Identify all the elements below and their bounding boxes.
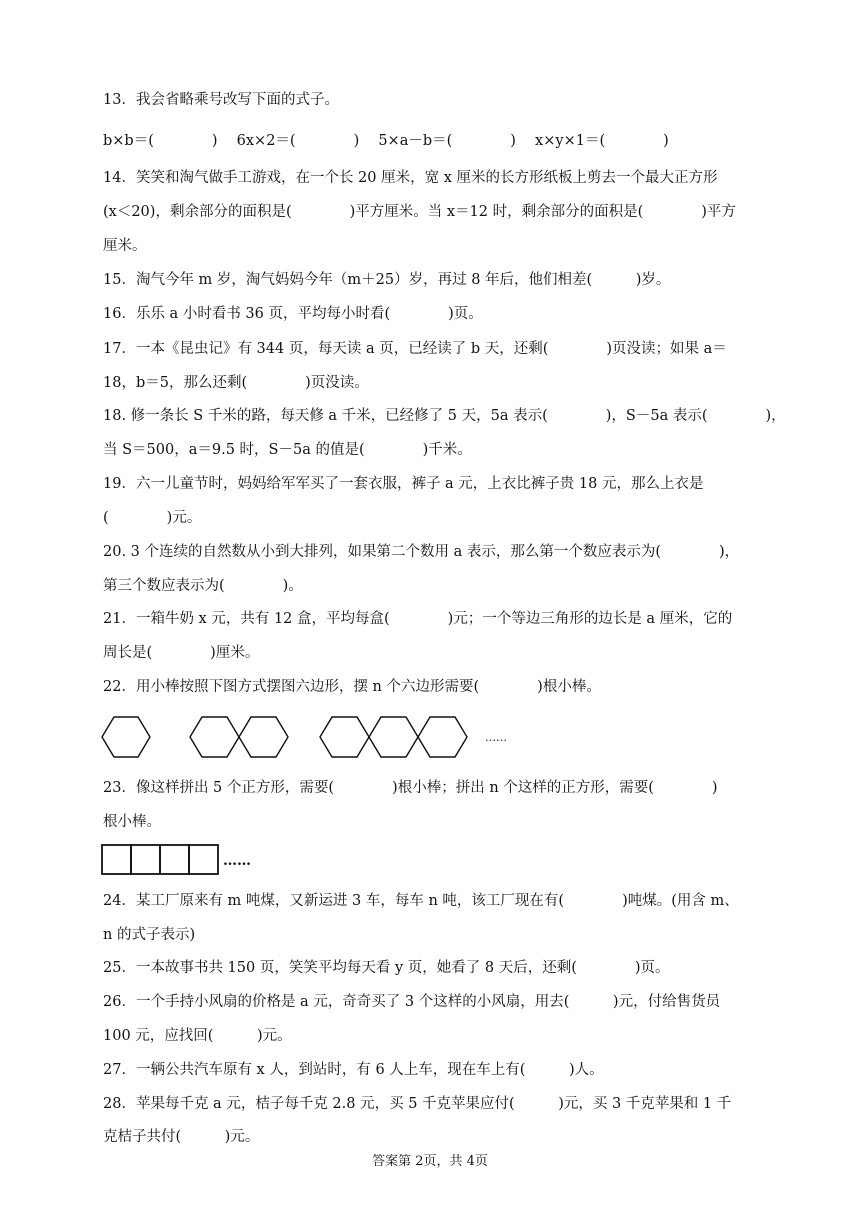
q23-line-1: 23．像这样拼出 5 个正方形，需要( )根小棒；拼出 n 个这样的正方形，需要( ) bbox=[103, 780, 718, 796]
q14-line-3: 厘米。 bbox=[103, 238, 147, 254]
squares-ellipsis: …… bbox=[223, 853, 251, 869]
q24-line-2: n 的式子表示) bbox=[103, 927, 196, 943]
hexagon-3c bbox=[418, 717, 467, 757]
hexagon-2b bbox=[239, 717, 288, 757]
square-3 bbox=[160, 845, 189, 874]
hexagon-3a bbox=[320, 717, 369, 757]
hexagon-figure bbox=[95, 706, 515, 770]
q15: 15．淘气今年 m 岁，淘气妈妈今年（m＋25）岁，再过 8 年后，他们相差( )岁。 bbox=[103, 272, 671, 288]
hexagon-1 bbox=[102, 717, 150, 757]
q14-line-2: (x＜20)，剩余部分的面积是( )平方厘米。当 x＝12 时，剩余部分的面积是( )平方 bbox=[103, 204, 736, 220]
q26-line-1: 26．一个手持小风扇的价格是 a 元，奇奇买了 3 个这样的小风扇，用去( )元，付给售货员 bbox=[103, 994, 721, 1010]
q17-line-1: 17．一本《昆虫记》有 344 页，每天读 a 页，已经读了 b 天，还剩( )页没读；如果 a＝ bbox=[103, 341, 727, 357]
q18-line-1: 18. 修一条长 S 千米的路，每天修 a 千米，已经修了 5 天，5a 表示( )，S－5a 表示( )， bbox=[103, 408, 786, 424]
q18-line-2: 当 S＝500，a＝9.5 时，S－5a 的值是( )千米。 bbox=[103, 442, 472, 458]
q19-line-1: 19．六一儿童节时，妈妈给军军买了一套衣服，裤子 a 元，上衣比裤子贵 18 元，那么上衣是 bbox=[103, 476, 704, 492]
q21-line-1: 21．一箱牛奶 x 元，共有 12 盒，平均每盒( )元；一个等边三角形的边长是 a 厘米，它的 bbox=[103, 611, 733, 627]
q20-line-2: 第三个数应表示为( )。 bbox=[103, 578, 303, 594]
square-1 bbox=[102, 845, 131, 874]
q13-stem: 13．我会省略乘号改写下面的式子。 bbox=[103, 92, 339, 108]
q20-line-1: 20. 3 个连续的自然数从小到大排列，如果第二个数用 a 表示，那么第一个数应表示为( )， bbox=[103, 544, 740, 560]
q21-line-2: 周长是( )厘米。 bbox=[103, 645, 260, 661]
q25: 25．一本故事书共 150 页，笑笑平均每天看 y 页，她看了 8 天后，还剩( )页。 bbox=[103, 960, 670, 976]
squares-figure bbox=[100, 843, 280, 877]
q22-stem: 22．用小棒按照下图方式摆图六边形，摆 n 个六边形需要( )根小棒。 bbox=[103, 679, 601, 695]
square-2 bbox=[131, 845, 160, 874]
q14-line-1: 14．笑笑和淘气做手工游戏，在一个长 20 厘米，宽 x 厘米的长方形纸板上剪去一个最大正方形 bbox=[103, 170, 718, 186]
square-4 bbox=[189, 845, 218, 874]
hexagon-3b bbox=[369, 717, 418, 757]
q27: 27．一辆公共汽车原有 x 人，到站时，有 6 人上车，现在车上有( )人。 bbox=[103, 1062, 604, 1078]
q28-line-1: 28．苹果每千克 a 元，桔子每千克 2.8 元，买 5 千克苹果应付( )元，买 3 千克苹果和 1 千 bbox=[103, 1096, 732, 1112]
q13-answers: b×b＝( ) 6x×2＝( ) 5×a－b＝( ) x×y×1＝( ) bbox=[103, 133, 669, 149]
q28-line-2: 克桔子共付( )元。 bbox=[103, 1129, 260, 1145]
hexagon-ellipsis: …… bbox=[485, 731, 507, 744]
q23-line-2: 根小棒。 bbox=[103, 814, 161, 830]
q16: 16．乐乐 a 小时看书 36 页，平均每小时看( )页。 bbox=[103, 306, 483, 322]
q26-line-2: 100 元，应找回( )元。 bbox=[103, 1028, 292, 1044]
q24-line-1: 24．某工厂原来有 m 吨煤，又新运进 3 车，每车 n 吨，该工厂现在有( )吨煤。(用含 m、 bbox=[103, 893, 739, 909]
hexagon-2a bbox=[190, 717, 239, 757]
q19-line-2: ( )元。 bbox=[103, 510, 202, 526]
page-footer: 答案第 2页，共 4页 bbox=[372, 1154, 488, 1169]
q17-line-2: 18，b＝5，那么还剩( )页没读。 bbox=[103, 375, 369, 391]
